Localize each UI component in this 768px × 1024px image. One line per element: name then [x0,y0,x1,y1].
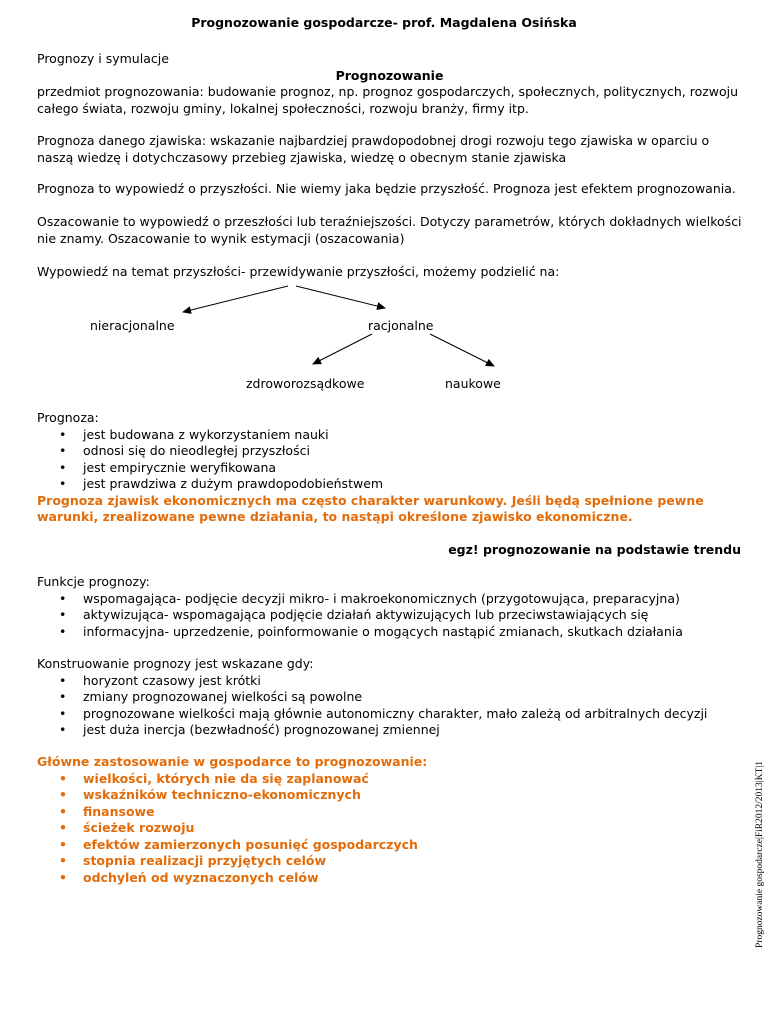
prognoza-label: Prognoza: [37,410,99,425]
funkcje-section [37,574,742,640]
list-item: • wielkości, których nie da się zaplanować [37,771,742,788]
list-item: • efektów zamierzonych posunięć gospodarczych [37,837,742,854]
subject-paragraph: przedmiot prognozowania: budowanie prognoz, np. prognoz gospodarczych, społecznych, politycznych, rozwoju całego świata, rozwoju gminy, lokalnej społeczności, rozwoju branży, firmy itp. [37,84,739,116]
paragraph-wypowiedz: Wypowiedź na temat przyszłości- przewidywanie przyszłości, możemy podzielić na: [37,264,560,279]
list-item: • wspomagająca- podjęcie decyzji mikro- i makroekonomicznych (przygotowująca, preparacyjna) [37,591,742,608]
paragraph-prognoza-definition: Prognoza to wypowiedź o przyszłości. Nie wiemy jaka będzie przyszłość. Prognoza jest efektem prognozowania. [37,181,736,196]
list-item: • wskaźników techniczno-ekonomicznych [37,787,742,804]
zastosowanie-section [37,754,742,886]
list-item: • horyzont czasowy jest krótki [37,673,742,690]
list-item: • odchyleń od wyznaczonych celów [37,870,742,887]
arrow-to-nieracjonalne [183,286,288,312]
funkcje-list [37,591,742,641]
tree-node-naukowe: naukowe [445,376,501,391]
paragraph-oszacowanie: Oszacowanie to wypowiedź o przeszłości lub teraźniejszości. Dotyczy parametrów, których dokładnych wielkości nie znamy. Oszacowanie to wynik estymacji (oszacowania) [37,214,742,246]
paragraph-prognoza-zjawiska: Prognoza danego zjawiska: wskazanie najbardziej prawdopodobnej drogi rozwoju tego zjawiska w oparciu o naszą wiedzę i dotychczasowy przebieg zjawiska, wiedzę o obecnym stanie zjawiska [37,133,710,165]
zastosowanie-label: Główne zastosowanie w gospodarce to prognozowanie: [37,754,428,769]
vertical-sidebar-footer: Prognozowanie gospodarcze|FiR2012/2013|KT|1 [755,761,765,948]
list-item: • jest duża inercja (bezwładność) prognozowanej zmiennej [37,722,742,739]
list-item: • jest prawdziwa z dużym prawdopodobieństwem [37,476,742,493]
trend-example-note: egz! prognozowanie na podstawie trendu [448,542,741,557]
konstruowanie-label: Konstruowanie prognozy jest wskazane gdy: [37,656,314,671]
konstruowanie-list [37,673,742,739]
prognoza-section [37,410,742,526]
tree-node-racjonalne: racjonalne [368,318,434,333]
arrow-to-naukowe [430,334,494,366]
classification-arrows [0,0,768,420]
zastosowanie-list [37,771,742,887]
arrow-to-racjonalne [296,286,385,308]
intro-label: Prognozy i symulacje [37,51,169,66]
list-item: • zmiany prognozowanej wielkości są powolne [37,689,742,706]
list-item: • odnosi się do nieodległej przyszłości [37,443,742,460]
funkcje-label: Funkcje prognozy: [37,574,150,589]
arrow-to-zdroworozsadkowe [313,334,372,364]
prognoza-list [37,427,742,493]
tree-node-nieracjonalne: nieracjonalne [90,318,175,333]
list-item: • finansowe [37,804,742,821]
page-title: Prognozowanie gospodarcze- prof. Magdalena Osińska [191,15,577,30]
list-item: • aktywizująca- wspomagająca podjęcie działań aktywizujących lub przeciwstawiających się [37,607,742,624]
section-heading: Prognozowanie [335,67,444,83]
warunkowy-note: Prognoza zjawisk ekonomicznych ma często charakter warunkowy. Jeśli będą spełnione pewne warunki, zrealizowane pewne działania, to nastąpi określone zjawisko ekonomiczne. [37,492,704,524]
list-item: • informacyjna- uprzedzenie, poinformowanie o mogących nastąpić zmianach, skutkach działania [37,624,742,641]
tree-node-zdroworozsadkowe: zdroworozsądkowe [246,376,365,391]
list-item: • stopnia realizacji przyjętych celów [37,853,742,870]
list-item: • jest budowana z wykorzystaniem nauki [37,427,742,444]
list-item: • ścieżek rozwoju [37,820,742,837]
list-item: • jest empirycznie weryfikowana [37,460,742,477]
konstruowanie-section [37,656,742,739]
list-item: • prognozowane wielkości mają głównie autonomiczny charakter, mało zależą od arbitralnych decyzji [37,706,742,723]
